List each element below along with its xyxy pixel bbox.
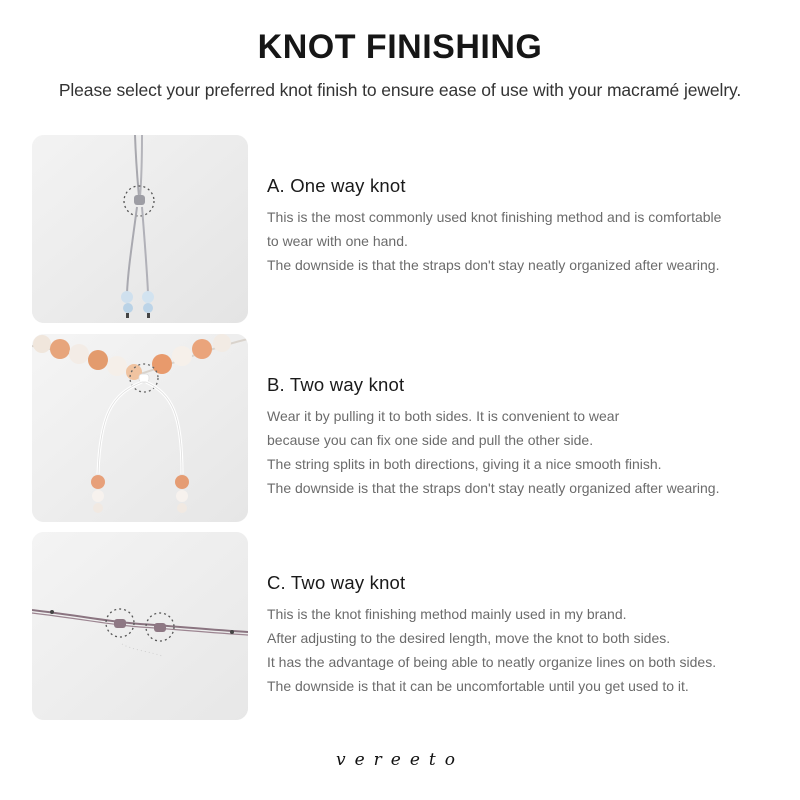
option-description-line: because you can fix one side and pull the other side.: [267, 432, 594, 448]
option-c-text: [267, 572, 787, 698]
option-description-line: The downside is that it can be uncomfortable until you get used to it.: [267, 678, 689, 694]
option-a-card: [32, 135, 782, 323]
option-b-card: [32, 334, 782, 522]
option-description-line: Wear it by pulling it to both sides. It is convenient to wear: [267, 408, 620, 424]
option-description-line: The downside is that the straps don't stay neatly organized after wearing.: [267, 257, 720, 273]
option-description-line: This is the knot finishing method mainly used in my brand.: [267, 606, 627, 622]
page-subtitle: Please select your preferred knot finish to ensure ease of use with your macramé jewelry.: [58, 80, 742, 100]
option-b-text: [267, 374, 787, 500]
option-description-line: It has the advantage of being able to neatly organize lines on both sides.: [267, 654, 717, 670]
option-a-text: [267, 175, 787, 277]
sliding-knot-photo: [32, 532, 248, 720]
option-description-line: The downside is that the straps don't stay neatly organized after wearing.: [267, 480, 720, 496]
option-description-line: After adjusting to the desired length, move the knot to both sides.: [267, 630, 671, 646]
two-way-knot-photo: [32, 334, 248, 522]
option-heading: A. One way knot: [267, 175, 406, 196]
brand-logo: vereeto: [336, 750, 464, 770]
option-heading: C. Two way knot: [267, 572, 406, 593]
option-description-line: The string splits in both directions, giving it a nice smooth finish.: [267, 456, 662, 472]
option-heading: B. Two way knot: [267, 374, 405, 395]
option-c-card: [32, 532, 782, 720]
option-description-line: This is the most commonly used knot finishing method and is comfortable: [267, 209, 722, 225]
one-way-knot-photo: [32, 135, 248, 323]
option-description-line: to wear with one hand.: [267, 233, 408, 249]
page-title: KNOT FINISHING: [257, 28, 543, 66]
